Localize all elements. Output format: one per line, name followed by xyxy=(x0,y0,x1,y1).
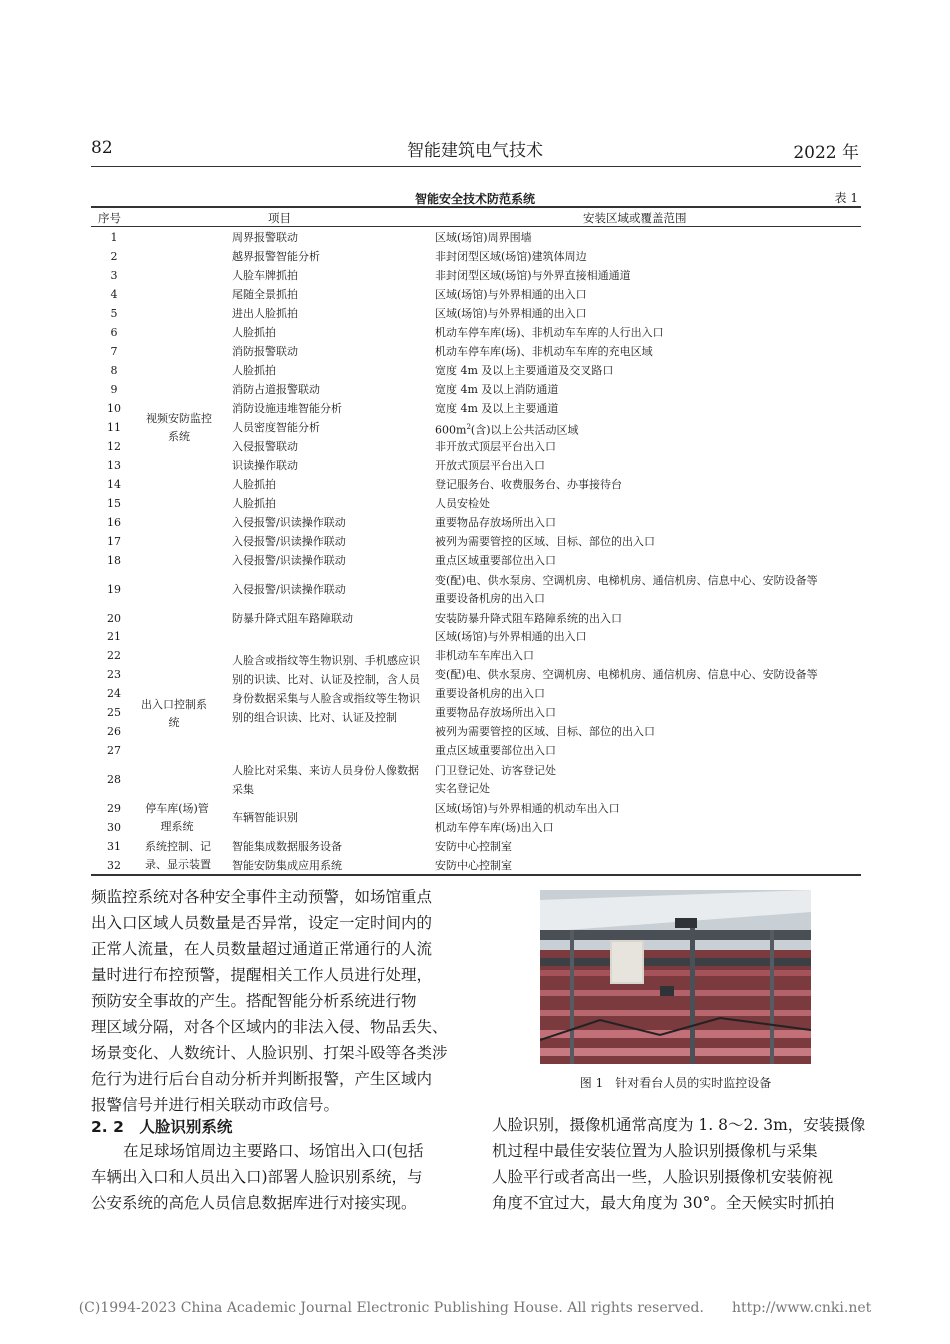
photo-illustration xyxy=(540,890,811,1064)
row-number: 8 xyxy=(110,364,118,377)
table-item: 入侵报警/识读操作联动 xyxy=(232,516,346,529)
table-label: 表 1 xyxy=(834,191,858,205)
row-number: 7 xyxy=(110,345,118,358)
row-number: 13 xyxy=(107,459,121,472)
group-access: 出入口控制系统 xyxy=(141,698,207,729)
table-item: 入侵报警/识读操作联动 xyxy=(232,554,346,567)
table-area: 重点区域重要部位出入口 xyxy=(435,554,556,567)
table-area: 机动车停车库(场)出入口 xyxy=(435,821,554,834)
table-item: 人脸车牌抓拍 xyxy=(232,269,298,282)
table-item: 越界报警智能分析 xyxy=(232,250,320,263)
row-number: 31 xyxy=(107,840,121,853)
table-item: 识读操作联动 xyxy=(232,459,298,472)
row-number: 3 xyxy=(110,269,118,282)
body-line: 预防安全事故的产生。搭配智能分析系统进行物 xyxy=(91,992,417,1010)
row-number: 4 xyxy=(110,288,118,301)
table-area: 被列为需要管控的区域、目标、部位的出入口 xyxy=(435,535,655,548)
row-number: 18 xyxy=(107,554,121,567)
table-area: 机动车停车库(场)、非机动车车库的充电区域 xyxy=(435,345,653,358)
row-number: 17 xyxy=(107,535,121,548)
stadium-camera-photo xyxy=(540,890,811,1064)
body-line: 场景变化、人数统计、人脸识别、打架斗殴等各类涉 xyxy=(91,1044,448,1062)
table-item: 人脸抓拍 xyxy=(232,497,276,510)
copyright-footer: (C)1994-2023 China Academic Journal Electronic Publishing House. All rights reserved. http://www.cnki.net xyxy=(78,1300,872,1316)
table-area: 非封闭型区域(场馆)与外界直接相通通道 xyxy=(435,269,631,282)
table-area: 区域(场馆)与外界相通的机动车出入口 xyxy=(435,802,620,815)
row-number: 24 xyxy=(107,687,121,700)
table-area: 宽度 4m 及以上主要通道 xyxy=(435,402,559,415)
body-line: 人脸识别，摄像机通常高度为 1. 8～2. 3m，安装摄像 xyxy=(492,1116,866,1134)
table-area: 非机动车车库出入口 xyxy=(435,649,534,662)
row-number: 21 xyxy=(107,630,121,643)
section-heading: 2. 2 人脸识别系统 xyxy=(91,1118,233,1136)
row-number: 6 xyxy=(110,326,118,339)
row-number: 19 xyxy=(107,583,121,596)
body-line: 出入口区域人员数量是否异常，设定一定时间内的 xyxy=(91,914,433,932)
group-video: 视频安防监控系统 xyxy=(146,412,212,443)
table-area: 登记服务台、收费服务台、办事接待台 xyxy=(435,478,622,491)
area-superscript: 2 xyxy=(466,423,471,431)
body-line: 危行为进行后台自动分析并判断报警，产生区域内 xyxy=(91,1070,433,1088)
body-line: 量时进行布控预警，提醒相关工作人员进行处理， xyxy=(91,966,433,984)
row-number: 29 xyxy=(107,802,121,815)
row-number: 9 xyxy=(110,383,118,396)
table-item: 消防报警联动 xyxy=(232,345,298,358)
table-area: 重要设备机房的出入口 xyxy=(435,592,545,605)
body-line: 角度不宜过大，最大角度为 30°。全天候实时抓拍 xyxy=(492,1194,835,1212)
table-item: 消防设施违堆智能分析 xyxy=(232,402,342,415)
table-area: 实名登记处 xyxy=(435,782,490,795)
body-line: 人脸平行或者高出一些，人脸识别摄像机安装俯视 xyxy=(492,1168,834,1186)
table-item: 防暴升降式阻车路障联动 xyxy=(232,612,353,625)
col-head-no: 序号 xyxy=(98,211,121,225)
table-item: 入侵报警联动 xyxy=(232,440,298,453)
table-area: 宽度 4m 及以上消防通道 xyxy=(435,383,559,396)
journal-title: 智能建筑电气技术 xyxy=(407,141,543,161)
table-area: 被列为需要管控的区域、目标、部位的出入口 xyxy=(435,725,655,738)
body-line: 公安系统的高危人员信息数据库进行对接实现。 xyxy=(91,1194,417,1212)
table-area: 重要设备机房的出入口 xyxy=(435,687,545,700)
table-item: 进出人脸抓拍 xyxy=(232,307,298,320)
table-item: 人脸抓拍 xyxy=(232,364,276,377)
row-number: 10 xyxy=(107,402,121,415)
year: 2022 年 xyxy=(793,143,859,163)
row-number: 28 xyxy=(107,773,121,786)
table-area: 安防中心控制室 xyxy=(435,840,512,853)
table-item: 智能安防集成应用系统 xyxy=(232,859,342,872)
table-area: 机动车停车库(场)、非机动车车库的人行出入口 xyxy=(435,326,664,339)
row-number: 25 xyxy=(107,706,121,719)
table-area: 非开放式顶层平台出入口 xyxy=(435,440,556,453)
body-line: 理区域分隔，对各个区域内的非法入侵、物品丢失、 xyxy=(91,1018,448,1036)
table-area: 非封闭型区域(场馆)建筑体周边 xyxy=(435,250,587,263)
row-number: 26 xyxy=(107,725,121,738)
table-area: 安装防暴升降式阻车路障系统的出入口 xyxy=(435,612,622,625)
table-area: 区域(场馆)与外界相通的出入口 xyxy=(435,630,587,643)
header-rule xyxy=(91,166,861,167)
body-line: 频监控系统对各种安全事件主动预警，如场馆重点 xyxy=(91,888,433,906)
table-area: 区域(场馆)周界围墙 xyxy=(435,231,532,244)
row-number: 22 xyxy=(107,649,121,662)
row-number: 30 xyxy=(107,821,121,834)
table-area: 门卫登记处、访客登记处 xyxy=(435,764,556,777)
table-title: 智能安全技术防范系统 xyxy=(414,192,535,206)
table-area: 宽度 4m 及以上主要通道及交叉路口 xyxy=(435,364,614,377)
row-number: 14 xyxy=(107,478,121,491)
table-item: 人脸比对采集、来访人员身份人像数据采集 xyxy=(232,764,419,796)
body-line: 在足球场馆周边主要路口、场馆出入口(包括 xyxy=(123,1142,424,1160)
table-area: 开放式顶层平台出入口 xyxy=(435,459,545,472)
table-item: 人脸抓拍 xyxy=(232,326,276,339)
row-number: 11 xyxy=(107,421,121,434)
row-number: 15 xyxy=(107,497,121,510)
area-suffix: (含)以上公共活动区域 xyxy=(470,423,579,437)
area-value: 600m xyxy=(435,423,467,437)
row-number: 20 xyxy=(107,612,121,625)
table-item: 尾随全景抓拍 xyxy=(232,288,298,301)
table-area: 人员安检处 xyxy=(435,497,490,510)
table-area: 重要物品存放场所出入口 xyxy=(435,516,556,529)
table-item: 消防占道报警联动 xyxy=(232,383,320,396)
table-item: 周界报警联动 xyxy=(232,231,298,244)
table-item: 人脸抓拍 xyxy=(232,478,276,491)
table-item: 入侵报警/识读操作联动 xyxy=(232,535,346,548)
table-area: 安防中心控制室 xyxy=(435,859,512,872)
figure-caption: 图 1 针对看台人员的实时监控设备 xyxy=(579,1076,772,1090)
col-head-item: 项目 xyxy=(268,211,291,225)
col-head-area: 安装区域或覆盖范围 xyxy=(583,211,687,225)
table-area: 变(配)电、供水泵房、空调机房、电梯机房、通信机房、信息中心、安防设备等 xyxy=(435,668,818,681)
row-number: 12 xyxy=(107,440,121,453)
table-item: 智能集成数据服务设备 xyxy=(232,840,342,853)
table-item: 人员密度智能分析 xyxy=(232,421,320,434)
table-area: 区域(场馆)与外界相通的出入口 xyxy=(435,307,587,320)
page-number: 82 xyxy=(91,138,113,158)
row-number: 32 xyxy=(107,859,121,872)
table-area: 重点区域重要部位出入口 xyxy=(435,744,556,757)
body-line: 车辆出入口和人员出入口)部署人脸识别系统，与 xyxy=(91,1168,423,1186)
row-number: 23 xyxy=(107,668,121,681)
table-top-rule xyxy=(91,206,861,208)
table-area: 重要物品存放场所出入口 xyxy=(435,706,556,719)
row-number: 16 xyxy=(107,516,121,529)
table-item: 人脸含或指纹等生物识别、手机感应识别的识读、比对、认证及控制，含人员身份数据采集与人脸含或指纹等生物识别的组合识读、比对、认证及控制 xyxy=(232,654,420,724)
body-line: 机过程中最佳安装位置为人脸识别摄像机与采集 xyxy=(492,1142,818,1160)
table-item: 入侵报警/识读操作联动 xyxy=(232,583,346,596)
table-header-rule xyxy=(91,226,861,227)
body-line: 正常人流量，在人员数量超过通道正常通行的人流 xyxy=(91,940,433,958)
group-control: 系统控制、记录、显示装置 xyxy=(145,840,211,871)
row-number: 27 xyxy=(107,744,121,757)
row-number: 1 xyxy=(110,231,118,244)
row-number: 5 xyxy=(110,307,118,320)
body-line: 报警信号并进行相关联动市政信号。 xyxy=(91,1096,340,1114)
table-area: 变(配)电、供水泵房、空调机房、电梯机房、通信机房、信息中心、安防设备等 xyxy=(435,574,818,587)
table-area: 区域(场馆)与外界相通的出入口 xyxy=(435,288,587,301)
row-number: 2 xyxy=(110,250,118,263)
group-parking: 停车库(场)管理系统 xyxy=(145,802,209,833)
table-item: 车辆智能识别 xyxy=(232,811,298,824)
